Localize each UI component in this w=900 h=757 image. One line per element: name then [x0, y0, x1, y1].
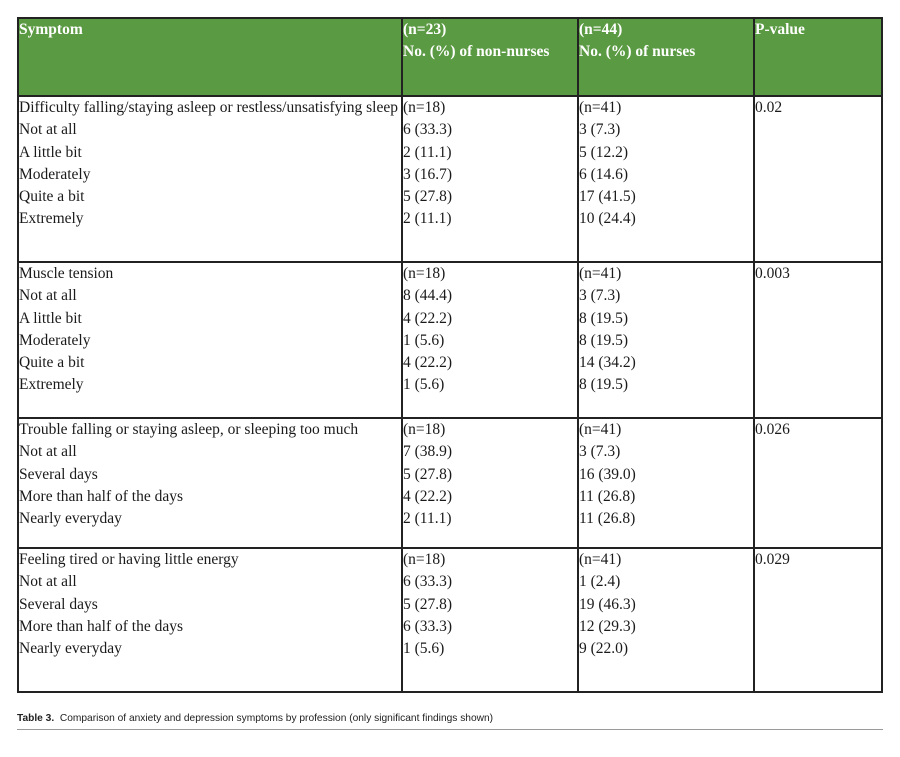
table-row	[18, 262, 882, 418]
header-non-nurses	[402, 18, 578, 96]
symptom-name: Muscle tension	[19, 265, 114, 282]
table-row	[18, 96, 882, 262]
response-level: Several days	[19, 465, 98, 483]
nurses-value: 14 (34.2)	[579, 354, 636, 372]
nurses-n: (n=41)	[579, 99, 622, 116]
nurses-n: (n=41)	[579, 421, 622, 438]
response-level: Not at all	[19, 443, 77, 461]
nurses-value: 11 (26.8)	[579, 487, 636, 505]
caption-label: Table 3.	[17, 713, 55, 724]
response-level: Extremely	[19, 376, 84, 394]
non-nurses-value: 1 (5.6)	[403, 376, 445, 394]
non-nurses-n: (n=18)	[403, 265, 446, 282]
non-nurses-value: 3 (16.7)	[403, 165, 453, 183]
header-non-nurses-n: (n=23)	[403, 21, 447, 38]
nurses-value: 8 (19.5)	[579, 309, 629, 327]
nurses-value: 16 (39.0)	[579, 465, 636, 483]
response-level: Several days	[19, 595, 98, 613]
nurses-value: 1 (2.4)	[579, 573, 621, 591]
table-row	[18, 418, 882, 548]
response-level: Nearly everyday	[19, 640, 122, 658]
non-nurses-value: 1 (5.6)	[403, 331, 445, 349]
response-level: Moderately	[19, 165, 91, 183]
pvalue-cell	[754, 548, 882, 692]
pvalue-cell	[754, 418, 882, 548]
pvalue: 0.029	[755, 551, 790, 568]
header-nurses-label: No. (%) of nurses	[579, 43, 696, 60]
nurses-value: 12 (29.3)	[579, 617, 636, 635]
caption-rule	[17, 729, 883, 730]
response-level: More than half of the days	[19, 617, 183, 635]
nurses-value: 17 (41.5)	[579, 188, 636, 206]
non-nurses-value: 6 (33.3)	[403, 121, 453, 139]
header-symptom: Symptom	[18, 18, 402, 96]
caption-text: Comparison of anxiety and depression symptoms by profession (only significant findings shown)	[59, 713, 494, 724]
non-nurses-value: 4 (22.2)	[403, 354, 453, 372]
non-nurses-value: 5 (27.8)	[403, 595, 453, 613]
symptom-name: Trouble falling or staying asleep, or sleeping too much	[19, 421, 359, 438]
header-non-nurses-label: No. (%) of non-nurses	[403, 43, 550, 60]
response-level: Not at all	[19, 287, 77, 305]
nurses-cell	[578, 418, 754, 548]
non-nurses-cell	[402, 418, 578, 548]
nurses-value: 9 (22.0)	[579, 640, 629, 658]
non-nurses-value: 5 (27.8)	[403, 188, 453, 206]
response-level: Not at all	[19, 121, 77, 139]
nurses-value: 8 (19.5)	[579, 331, 629, 349]
non-nurses-value: 6 (33.3)	[403, 617, 453, 635]
header-nurses	[578, 18, 754, 96]
response-level: Nearly everyday	[19, 510, 122, 528]
nurses-n: (n=41)	[579, 265, 622, 282]
response-level: Extremely	[19, 210, 84, 228]
nurses-value: 10 (24.4)	[579, 210, 636, 228]
non-nurses-n: (n=18)	[403, 421, 446, 438]
non-nurses-value: 4 (22.2)	[403, 487, 453, 505]
non-nurses-value: 2 (11.1)	[403, 210, 452, 228]
non-nurses-value: 8 (44.4)	[403, 287, 453, 305]
response-level: Quite a bit	[19, 354, 85, 372]
symptom-cell	[18, 262, 402, 418]
symptom-cell	[18, 548, 402, 692]
nurses-n: (n=41)	[579, 551, 622, 568]
symptoms-table	[17, 17, 883, 693]
symptom-name: Feeling tired or having little energy	[19, 551, 239, 568]
nurses-value: 6 (14.6)	[579, 165, 629, 183]
non-nurses-value: 5 (27.8)	[403, 465, 453, 483]
nurses-value: 8 (19.5)	[579, 376, 629, 394]
pvalue: 0.026	[755, 421, 790, 438]
non-nurses-cell	[402, 96, 578, 262]
pvalue: 0.02	[755, 99, 783, 116]
non-nurses-n: (n=18)	[403, 551, 446, 568]
symptom-name: Difficulty falling/staying asleep or restless/unsatisfying sleep	[19, 99, 398, 116]
non-nurses-cell	[402, 548, 578, 692]
non-nurses-value: 2 (11.1)	[403, 143, 452, 161]
pvalue-cell	[754, 262, 882, 418]
symptom-cell	[18, 418, 402, 548]
response-level: More than half of the days	[19, 487, 183, 505]
table-caption	[17, 713, 493, 724]
non-nurses-value: 2 (11.1)	[403, 510, 452, 528]
nurses-value: 3 (7.3)	[579, 287, 621, 305]
table-header-row	[18, 18, 882, 96]
response-level: Quite a bit	[19, 188, 85, 206]
nurses-value: 5 (12.2)	[579, 143, 629, 161]
non-nurses-value: 4 (22.2)	[403, 309, 453, 327]
non-nurses-cell	[402, 262, 578, 418]
pvalue: 0.003	[755, 265, 790, 282]
header-nurses-n: (n=44)	[579, 21, 623, 38]
nurses-cell	[578, 96, 754, 262]
nurses-value: 3 (7.3)	[579, 443, 621, 461]
symptom-cell	[18, 96, 402, 262]
non-nurses-value: 7 (38.9)	[403, 443, 453, 461]
non-nurses-value: 1 (5.6)	[403, 640, 445, 658]
non-nurses-value: 6 (33.3)	[403, 573, 453, 591]
table-row	[18, 548, 882, 692]
nurses-cell	[578, 262, 754, 418]
nurses-value: 3 (7.3)	[579, 121, 621, 139]
header-pvalue: P-value	[754, 18, 882, 96]
nurses-value: 19 (46.3)	[579, 595, 636, 613]
nurses-cell	[578, 548, 754, 692]
pvalue-cell	[754, 96, 882, 262]
response-level: Not at all	[19, 573, 77, 591]
response-level: A little bit	[19, 143, 82, 161]
response-level: A little bit	[19, 309, 82, 327]
nurses-value: 11 (26.8)	[579, 510, 636, 528]
non-nurses-n: (n=18)	[403, 99, 446, 116]
response-level: Moderately	[19, 331, 91, 349]
